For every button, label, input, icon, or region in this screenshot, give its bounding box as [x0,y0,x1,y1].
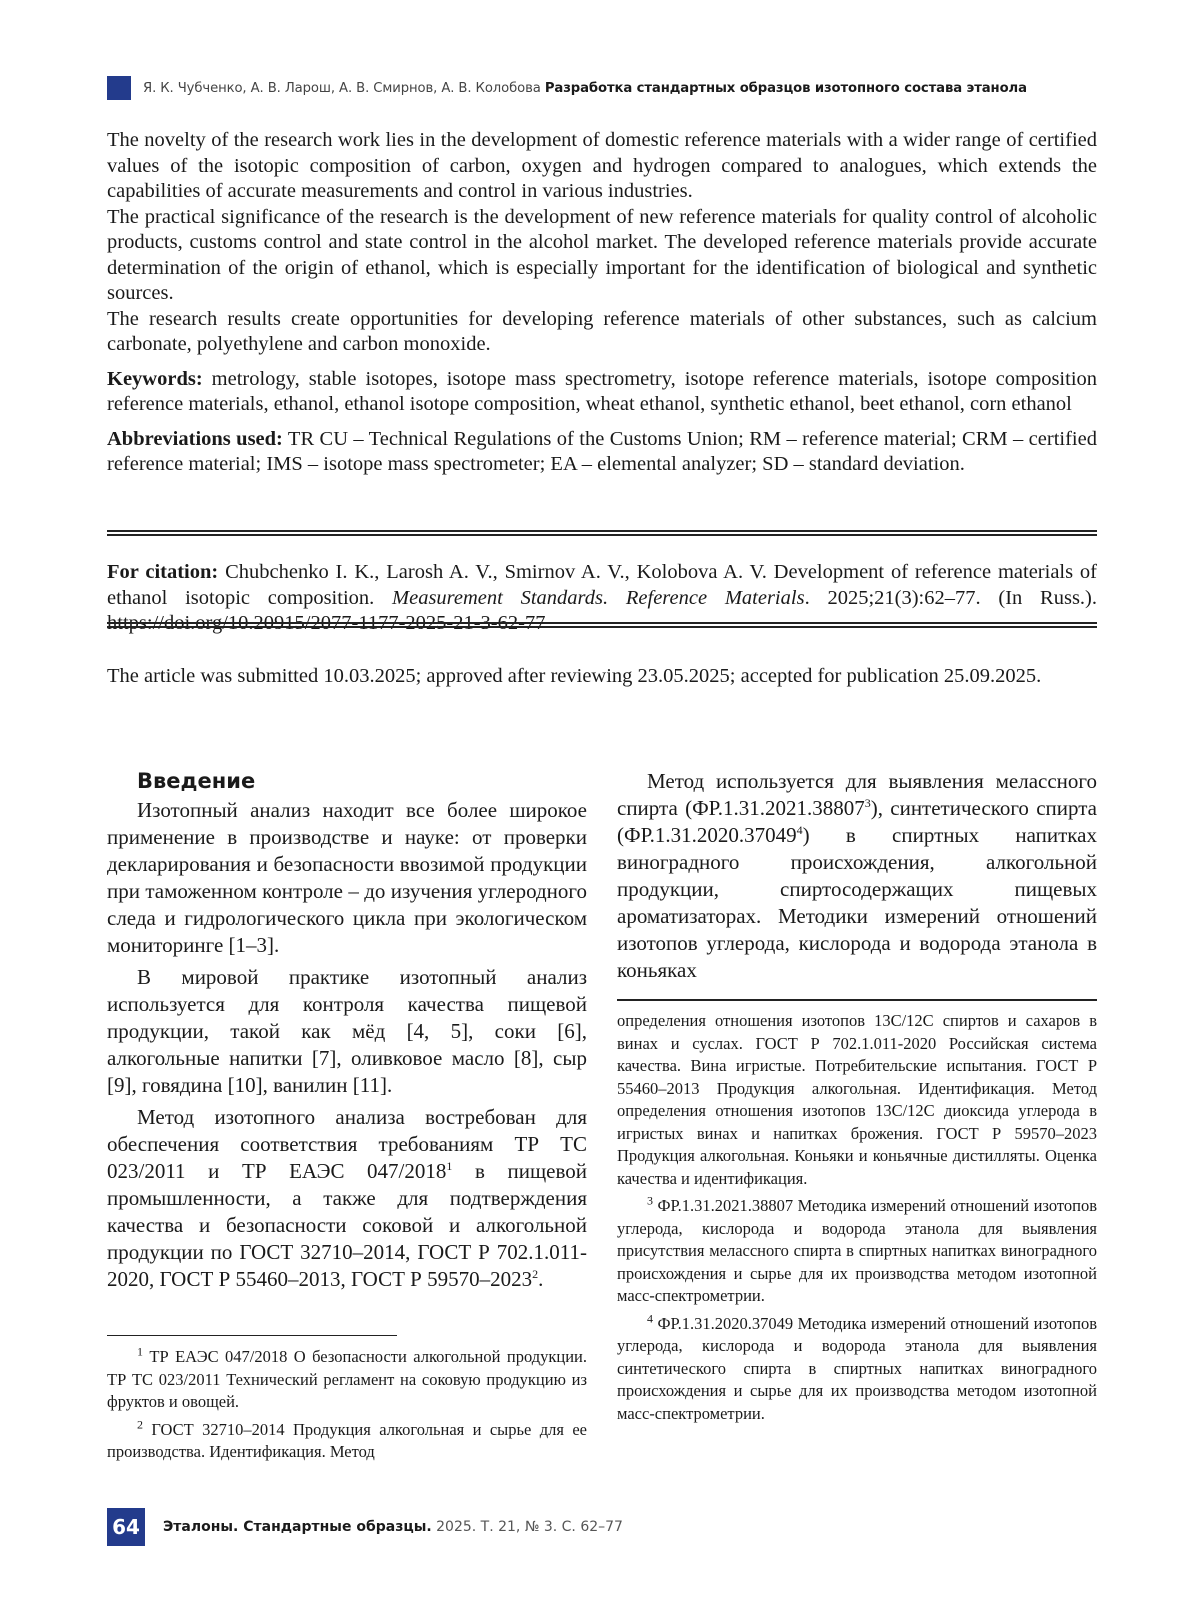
body-paragraph-4-a: Метод используется для выявления мелассного спирта (ФР.1.31.2021.38807 [617,769,1097,820]
article-dates: The article was submitted 10.03.2025; approved after reviewing 23.05.2025; accepted for publication 25.09.2025. [107,665,1042,687]
footnote-divider-right [617,999,1097,1001]
section-title: Введение [137,769,256,793]
citation-label: For citation: [107,561,219,583]
footnote-2-number: 2 [137,1417,143,1431]
footnotes-left [107,1346,587,1469]
keywords [107,367,1097,418]
footnote-3-text: ФР.1.31.2021.38807 Методика измерений отношений изотопов углерода, кислорода и водорода этанола для выявления присутствия мелассного спирта в спиртных напитках виноградного происхождения и сырье для их производства методом изотопной масс-спектрометрии. [617,1196,1097,1305]
keywords-label: Keywords: [107,367,203,390]
journal-issue: 2025. Т. 21, № 3. С. 62–77 [431,1519,623,1535]
body-paragraph-4-c: ) в спиртных напитках виноградного происхождения, алкогольной продукции, спиртосодержащих пищевых ароматизаторах. Методики измерений отношений изотопов углерода, кислорода и водорода этанола в коньяках [617,823,1097,982]
divider-citation-top [107,530,1097,536]
keywords-text: metrology, stable isotopes, isotope mass spectrometry, isotope reference materials, isotope composition reference materials, ethanol, ethanol isotope composition, wheat ethanol, synthetic ethanol, beet ethanol, corn ethanol [107,367,1098,415]
footnote-1-number: 1 [137,1344,143,1359]
abbreviations-label: Abbreviations used: [107,427,283,450]
body-paragraph-2: В мировой практике изотопный анализ используется для контроля качества пищевой продукции, такой как мёд [4, 5], соки [6], алкогольные напитки [7], оливковое масло [8], сыр [9], говядина [10], ванилин [11]. [107,965,587,1097]
citation-text: Chubchenko I. K., Larosh A. V., Smirnov A. V., Kolobova A. V. Development of reference materials of ethanol isotopic composition. [107,561,1098,609]
footnote-4-number: 4 [647,1311,653,1325]
footnote-ref-3: 3 [864,796,871,810]
abbreviations-text: TR CU – Technical Regulations of the Customs Union; RM – reference material; CRM – certified reference material; IMS – isotope mass spectrometer; EA – elemental analyzer; SD – standard deviation. [107,427,1097,475]
divider-citation-bottom [107,622,1097,628]
body-paragraph-3-c: . [538,1267,544,1291]
abbreviations [107,427,1097,478]
footnote-divider-left [107,1335,397,1336]
footnote-2-continued: определения отношения изотопов 13C/12C спиртов и сахаров в винах и суслах. ГОСТ Р 702.1.011-2020 Российская система качества. Вина игристые. Потребительские испытания. ГОСТ Р 55460–2013 Продукция алкогольная. Идентификация. Метод определения отношения изотопов 13C/12C диоксида углерода в игристых винах и напитках брожения. ГОСТ Р 59570–2023 Продукция алкогольная. Коньяки и коньячные дистилляты. Оценка качества и идентификация. [617,1011,1097,1188]
citation-tail: . 2025;21(3):62–77. (In Russ.). https://doi.org/10.20915/2077-1177-2025-21-3-62-77 [107,586,1098,634]
body-paragraph-3 [107,1104,587,1293]
footnote-1-text: ТР ЕАЭС 047/2018 О безопасности алкогольной продукции. ТР ТС 023/2011 Технический регламент на соковую продукцию из фруктов и овощей. [107,1347,587,1411]
footnote-2 [107,1419,587,1464]
abstract-significance: The practical significance of the research is the development of new reference materials for quality control of alcoholic products, customs control and state control in the alcohol market. The developed reference materials provide accurate determination of the origin of ethanol, which is especially important for the identification of biological and synthetic sources. [107,205,1097,304]
body-paragraph-3-b: в пищевой промышленности, а также для подтверждения качества и безопасности соковой и алкогольной продукции по ГОСТ 32710–2014, ГОСТ Р 702.1.011-2020, ГОСТ Р 55460–2013, ГОСТ Р 59570–2023 [107,1159,587,1291]
footnotes-right [617,1010,1097,1430]
abstract-results: The research results create opportunities for developing reference materials of other substances, such as calcium carbonate, polyethylene and carbon monoxide. [107,307,1097,355]
citation-journal: Measurement Standards. Reference Materials [392,586,805,609]
running-head-authors: Я. К. Чубченко, А. В. Ларош, А. В. Смирнов, А. В. Колобова [143,80,541,96]
running-head-text [143,81,1027,96]
abstract-novelty: The novelty of the research work lies in the development of domestic reference materials with a wider range of certified values of the isotopic composition of carbon, oxygen and hydrogen compared to analogues, which extends the capabilities of accurate measurements and control in various industries. [107,129,1097,202]
body-column-left [107,768,587,1293]
header-marker [107,76,131,100]
footnote-1 [107,1346,587,1414]
body-paragraph-4 [617,768,1097,984]
footnote-2-text: ГОСТ 32710–2014 Продукция алкогольная и сырье для ее производства. Идентификация. Метод [107,1419,587,1461]
page-number: 64 [107,1508,145,1546]
page-footer [107,1508,623,1546]
body-column-right [617,768,1097,984]
body-paragraph-1: Изотопный анализ находит все более широкое применение в производстве и науке: от проверки декларирования и безопасности ввозимой продукции при таможенном контроле – до изучения углеродного следа и гидрологического цикла при экологическом мониторинге [1–3]. [107,798,587,957]
footnote-ref-4: 4 [796,823,803,837]
journal-name: Эталоны. Стандартные образцы. [163,1519,432,1535]
body-paragraph-3-a: Метод изотопного анализа востребован для обеспечения соответствия требованиям ТР ТС 023/2011 и ТР ЕАЭС 047/2018 [107,1105,587,1183]
abstract [107,128,1097,478]
running-head-title: Разработка стандартных образцов изотопного состава этанола [544,80,1027,96]
footnote-ref-1: 1 [446,1159,453,1173]
body-paragraph-4-b: ), синтетического спирта (ФР.1.31.2020.37049 [617,796,1097,847]
footnote-4-text: ФР.1.31.2020.37049 Методика измерений отношений изотопов углерода, кислорода и водорода этанола для выявления синтетического спирта в спиртных напитках виноградного происхождения и сырье для их производства методом изотопной масс-спектрометрии. [617,1313,1097,1423]
journal-reference [163,1519,623,1535]
footnote-4 [617,1313,1097,1426]
footnote-3-number: 3 [647,1193,653,1208]
footnote-3 [617,1195,1097,1308]
footnote-ref-2: 2 [532,1267,539,1281]
running-head [107,76,1097,100]
